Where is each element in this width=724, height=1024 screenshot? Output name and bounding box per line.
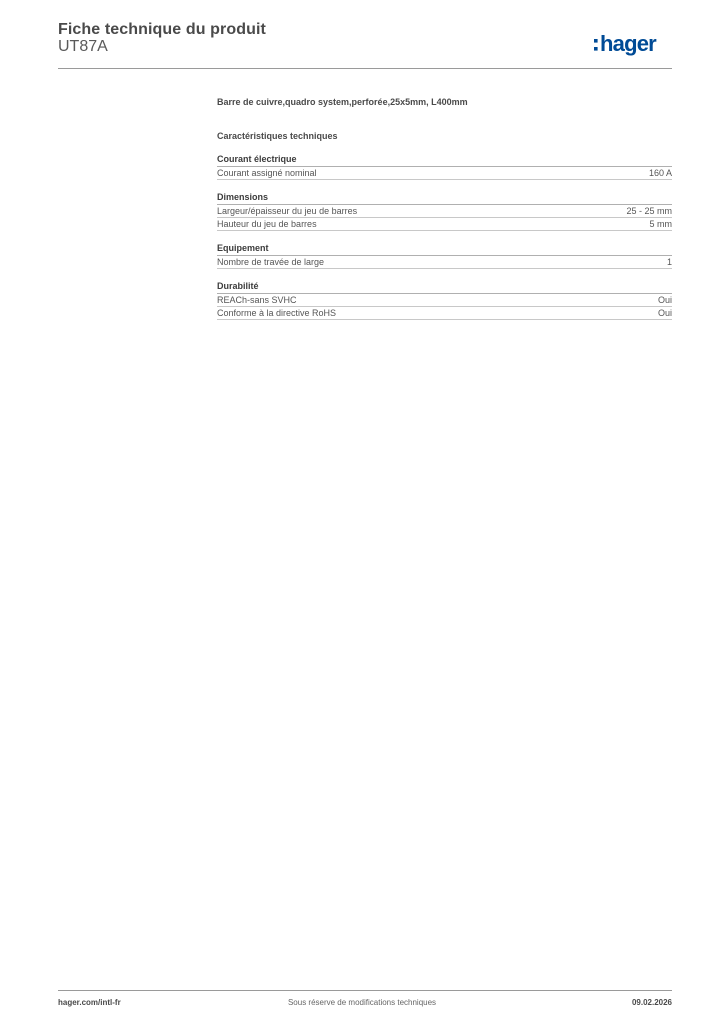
spec-row — [217, 294, 672, 307]
spec-value: 25 - 25 mm — [626, 206, 672, 216]
footer-disclaimer: Sous réserve de modifications techniques — [287, 998, 437, 1007]
spec-row — [217, 205, 672, 218]
svg-text:hager: hager — [600, 31, 656, 56]
spec-label: Courant assigné nominal — [217, 168, 317, 178]
spec-value: Oui — [657, 295, 672, 305]
spec-group-courant — [217, 154, 672, 180]
spec-row — [217, 256, 672, 269]
spec-row — [217, 307, 672, 320]
spec-row — [217, 167, 672, 180]
spec-group-dimensions — [217, 192, 672, 231]
hager-logo[interactable] — [593, 28, 675, 60]
spec-group-durabilite — [217, 281, 672, 320]
spec-group-title: Equipement — [217, 243, 672, 256]
spec-group-title: Courant électrique — [217, 154, 672, 167]
spec-value: 160 A — [648, 168, 672, 178]
footer-date: 09.02.2026 — [631, 998, 672, 1007]
spec-label: Nombre de travée de large — [217, 257, 325, 267]
spec-label: Largeur/épaisseur du jeu de barres — [217, 206, 358, 216]
spec-value: 5 mm — [649, 219, 672, 229]
spec-value: 1 — [666, 257, 672, 267]
footer-website-link[interactable]: hager.com/intl-fr — [58, 998, 121, 1007]
product-description: Barre de cuivre,quadro system,perforée,25x5mm, L400mm — [217, 97, 468, 107]
header-divider — [58, 68, 672, 69]
section-title: Caractéristiques techniques — [217, 131, 338, 141]
footer-divider — [58, 990, 672, 991]
hager-logo-icon — [593, 28, 675, 60]
spec-label: Conforme à la directive RoHS — [217, 308, 337, 318]
spec-value: Oui — [657, 308, 672, 318]
spec-content — [217, 96, 672, 320]
spec-label: REACh-sans SVHC — [217, 295, 297, 305]
page-title: Fiche technique du produit — [58, 21, 266, 38]
product-reference: UT87A — [58, 38, 108, 55]
spec-group-equipement — [217, 243, 672, 269]
spec-group-title: Dimensions — [217, 192, 672, 205]
spec-group-title: Durabilité — [217, 281, 672, 294]
spec-row — [217, 218, 672, 231]
spec-label: Hauteur du jeu de barres — [217, 219, 317, 229]
